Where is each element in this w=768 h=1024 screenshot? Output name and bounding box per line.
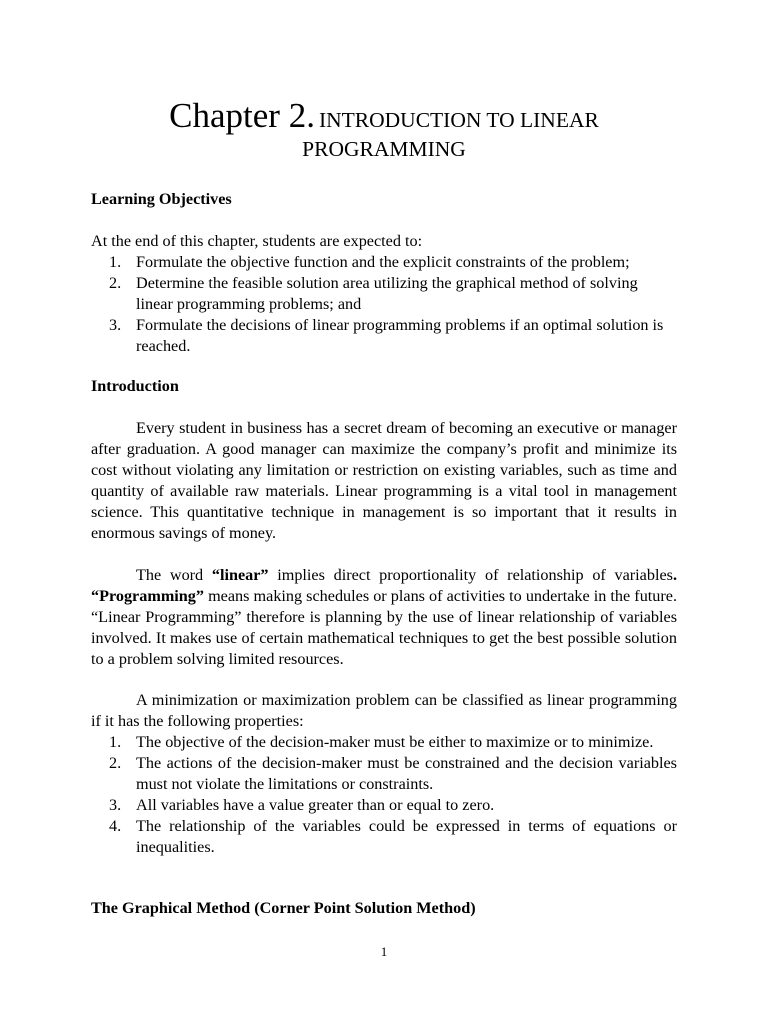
term-programming: “Programming” [91, 587, 204, 605]
list-text: The objective of the decision-maker must be either to maximize or to minimize. [136, 733, 654, 751]
list-item [91, 732, 677, 753]
list-text: The relationship of the variables could be expressed in terms of equations or inequalities. [136, 817, 677, 856]
page-number: 1 [380, 944, 388, 959]
chapter-title-line2: PROGRAMMING [302, 137, 466, 161]
list-item [91, 795, 677, 816]
list-text: The actions of the decision-maker must be constrained and the decision variables must not violate the limitations or constraints. [136, 754, 677, 793]
list-text: Determine the feasible solution area utilizing the graphical method of solving linear programming problems; and [136, 274, 638, 313]
properties-list [91, 732, 677, 858]
list-number: 4. [109, 817, 122, 835]
graphical-method-heading: The Graphical Method (Corner Point Solution Method) [91, 899, 476, 917]
chapter-number: Chapter 2. [169, 96, 315, 135]
chapter-title-line1: INTRODUCTION TO LINEAR [318, 108, 599, 132]
list-number: 3. [109, 316, 122, 334]
sentence-period: . [672, 566, 677, 584]
list-number: 1. [109, 253, 122, 271]
introduction-heading: Introduction [91, 377, 179, 395]
term-linear: “linear” [211, 566, 269, 584]
list-item [91, 315, 676, 357]
list-item [91, 753, 677, 795]
paragraph-text: A minimization or maximization problem can be classified as linear programming if it has the following properties: [91, 691, 677, 730]
list-text: All variables have a value greater than or equal to zero. [136, 796, 495, 814]
learning-objectives-heading: Learning Objectives [91, 190, 232, 208]
list-text: Formulate the decisions of linear programming problems if an optimal solution is reached. [136, 316, 664, 355]
paragraph-text: implies direct proportionality of relationship of variables [268, 566, 673, 584]
list-text: Formulate the objective function and the explicit constraints of the problem; [136, 253, 630, 271]
paragraph-text: The word [136, 566, 212, 584]
objectives-list [91, 252, 677, 357]
list-number: 1. [109, 733, 122, 751]
intro-paragraph-3 [91, 690, 677, 732]
list-item [91, 252, 677, 273]
paragraph-text: Every student in business has a secret dream of becoming an executive or manager after graduation. A good manager can maximize the company’s profit and minimize its cost without violating any limitation or restriction on existing variables, such as time and quantity of available raw materials. Linear programming is a vital tool in management science. This quantitative technique in management is so important that it results in enormous savings of money. [91, 419, 677, 542]
intro-paragraph-2 [91, 565, 677, 670]
list-number: 2. [109, 754, 122, 772]
list-number: 2. [109, 274, 122, 292]
chapter-title [91, 96, 677, 140]
list-item [91, 816, 677, 858]
list-item [91, 273, 648, 315]
paragraph-text: means making schedules or plans of activities to undertake in the future. “Linear Programming” therefore is planning by the use of linear relationship of variables involved. It makes use of certain mathematical techniques to get the best possible solution to a problem solving limited resources. [91, 587, 677, 668]
objectives-intro: At the end of this chapter, students are expected to: [91, 232, 423, 250]
list-number: 3. [109, 796, 122, 814]
intro-paragraph-1 [91, 418, 677, 544]
